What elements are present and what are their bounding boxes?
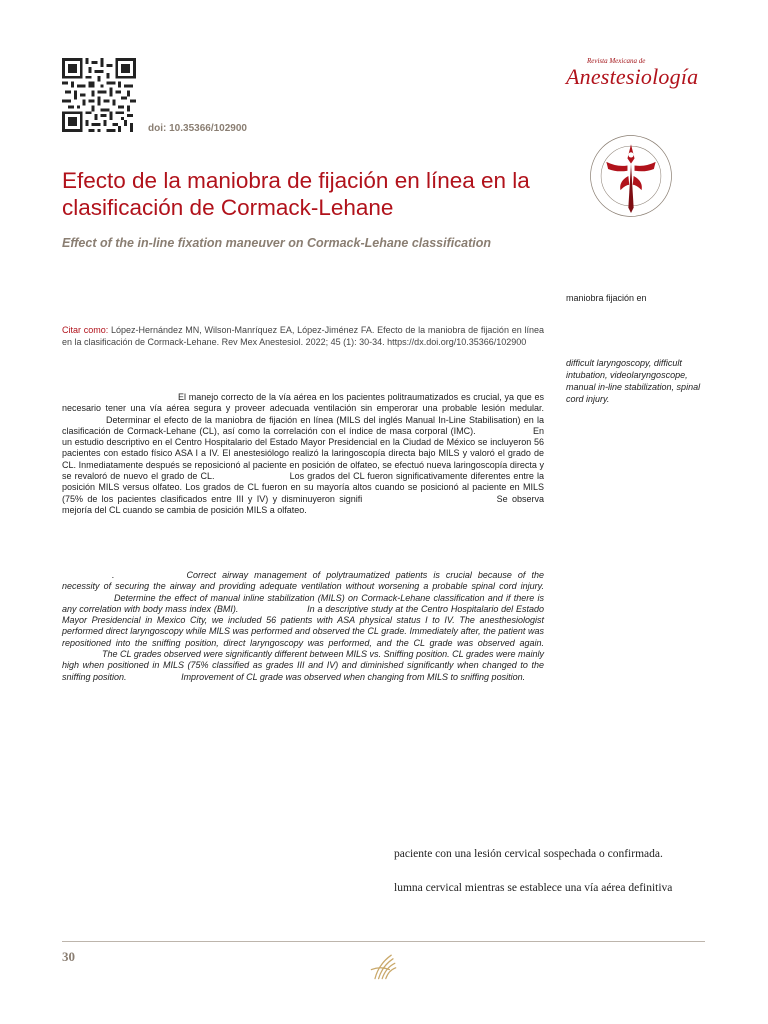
citation-label: Citar como:: [62, 325, 109, 335]
abstract-results: The CL grades observed were significantly different between MILS vs. Sniffing position. CL grades were mainly high when positioned in MILS (75% classified as grades III and IV) and diminished significantly when changed to the sniffing position.: [62, 649, 544, 682]
abstract-background: Correct airway management of polytraumatized patients is crucial because of the necessity of securing the airway and providing adequate ventilation without worsening a probable spinal cord injury.: [62, 570, 544, 592]
resumen-background: El manejo correcto de la vía aérea en los pacientes politraumatizados es crucial, ya que es necesario tener una vía aérea segura y proveer adecuada ventilación sin emperorar una probable lesión medular.: [62, 392, 544, 414]
abstract-marker: .: [112, 570, 115, 580]
journal-name-small: Revista Mexicana de: [587, 57, 646, 65]
abstract-conclusions: Improvement of CL grade was observed when changing from MILS to sniffing position.: [181, 671, 526, 682]
page-number: 30: [62, 949, 75, 964]
resumen-block: [62, 392, 544, 516]
journal-footer-logo-icon: [366, 948, 402, 984]
footer-divider: [62, 941, 705, 942]
journal-name: Anestesiología: [566, 64, 699, 89]
article-title-english: Effect of the in-line fixation maneuver on Cormack-Lehane classification: [62, 236, 492, 250]
abstract-objective: Determine the effect of manual inline stabilization (MILS) on Cormack-Lehane classification and if there is any correlation with body mass index (BMI).: [62, 592, 544, 614]
body-text-line: lumna cervical mientras se establece una vía aérea definitiva: [394, 882, 673, 894]
resumen-conclusions: Se observa mejoría del CL cuando se cambia de posición MILS a olfateo.: [62, 493, 544, 515]
keywords-english: difficult laryngoscopy, difficult intubation, videolaryngoscope, manual in-line stabilization, spinal cord injury.: [566, 358, 701, 404]
abstract-block: [62, 570, 544, 683]
doi-link[interactable]: doi: 10.35366/102900: [148, 123, 247, 134]
article-title: Efecto de la maniobra de fijación en línea en la clasificación de Cormack-Lehane: [62, 168, 530, 220]
body-text-line: paciente con una lesión cervical sospechada o confirmada.: [394, 848, 663, 860]
abstract-methods: In a descriptive study at the Centro Hospitalario del Estado Mayor Presidencial in Mexico City, we included 56 patients with ASA physical status I to IV. The anesthesiologist performed direct laryngoscopy while MILS was performed and observed the CL grade. Immediately after, the patient was repositioned into the sniffing position, direct laryngoscopy was performed, and the CL grade was observed again.: [62, 603, 544, 648]
resumen-objective: Determinar el efecto de la maniobra de fijación en línea (MILS del inglés Manual In-Line Stabilisation) en la clasificación de Cormack-Lehane (CL), así como la correlación con el índice de masa corporal (IMC).: [62, 414, 544, 436]
resumen-results: Los grados del CL fueron significativamente diferentes entre la posición MILS versus olfateo. Los grados de CL fueron en su mayoría altos cuando se posicionó al paciente en MILS (75% de los pacientes clasificados entre III y IV) y disminuyeron signifi: [62, 471, 544, 504]
citation-text: López-Hernández MN, Wilson-Manríquez EA, López-Jiménez FA. Efecto de la maniobra de fijación en línea en la clasificación de Cormack-Lehane. Rev Mex Anestesiol. 2022; 45 (1): 30-34. https://dx.doi.org/10.35366/102900: [62, 325, 544, 347]
citation-block: [62, 324, 544, 348]
qr-code-icon: [62, 58, 136, 132]
society-seal-icon: [587, 132, 675, 220]
resumen-methods: En un estudio descriptivo en el Centro Hospitalario del Estado Mayor Presidencial en la Ciudad de México se incluyeron 56 pacientes con estado físico ASA I a IV. El anestesiólogo realizó la laringoscopía directa bajo MILS y valoró el grado de CL. Inmediatamente después se reposicionó al paciente en posición de olfateo, se efectuó nueva laringoscopía directa y se revaloró de nuevo el grado de CL.: [62, 425, 544, 482]
keywords-spanish: maniobra fijación en: [566, 293, 647, 303]
